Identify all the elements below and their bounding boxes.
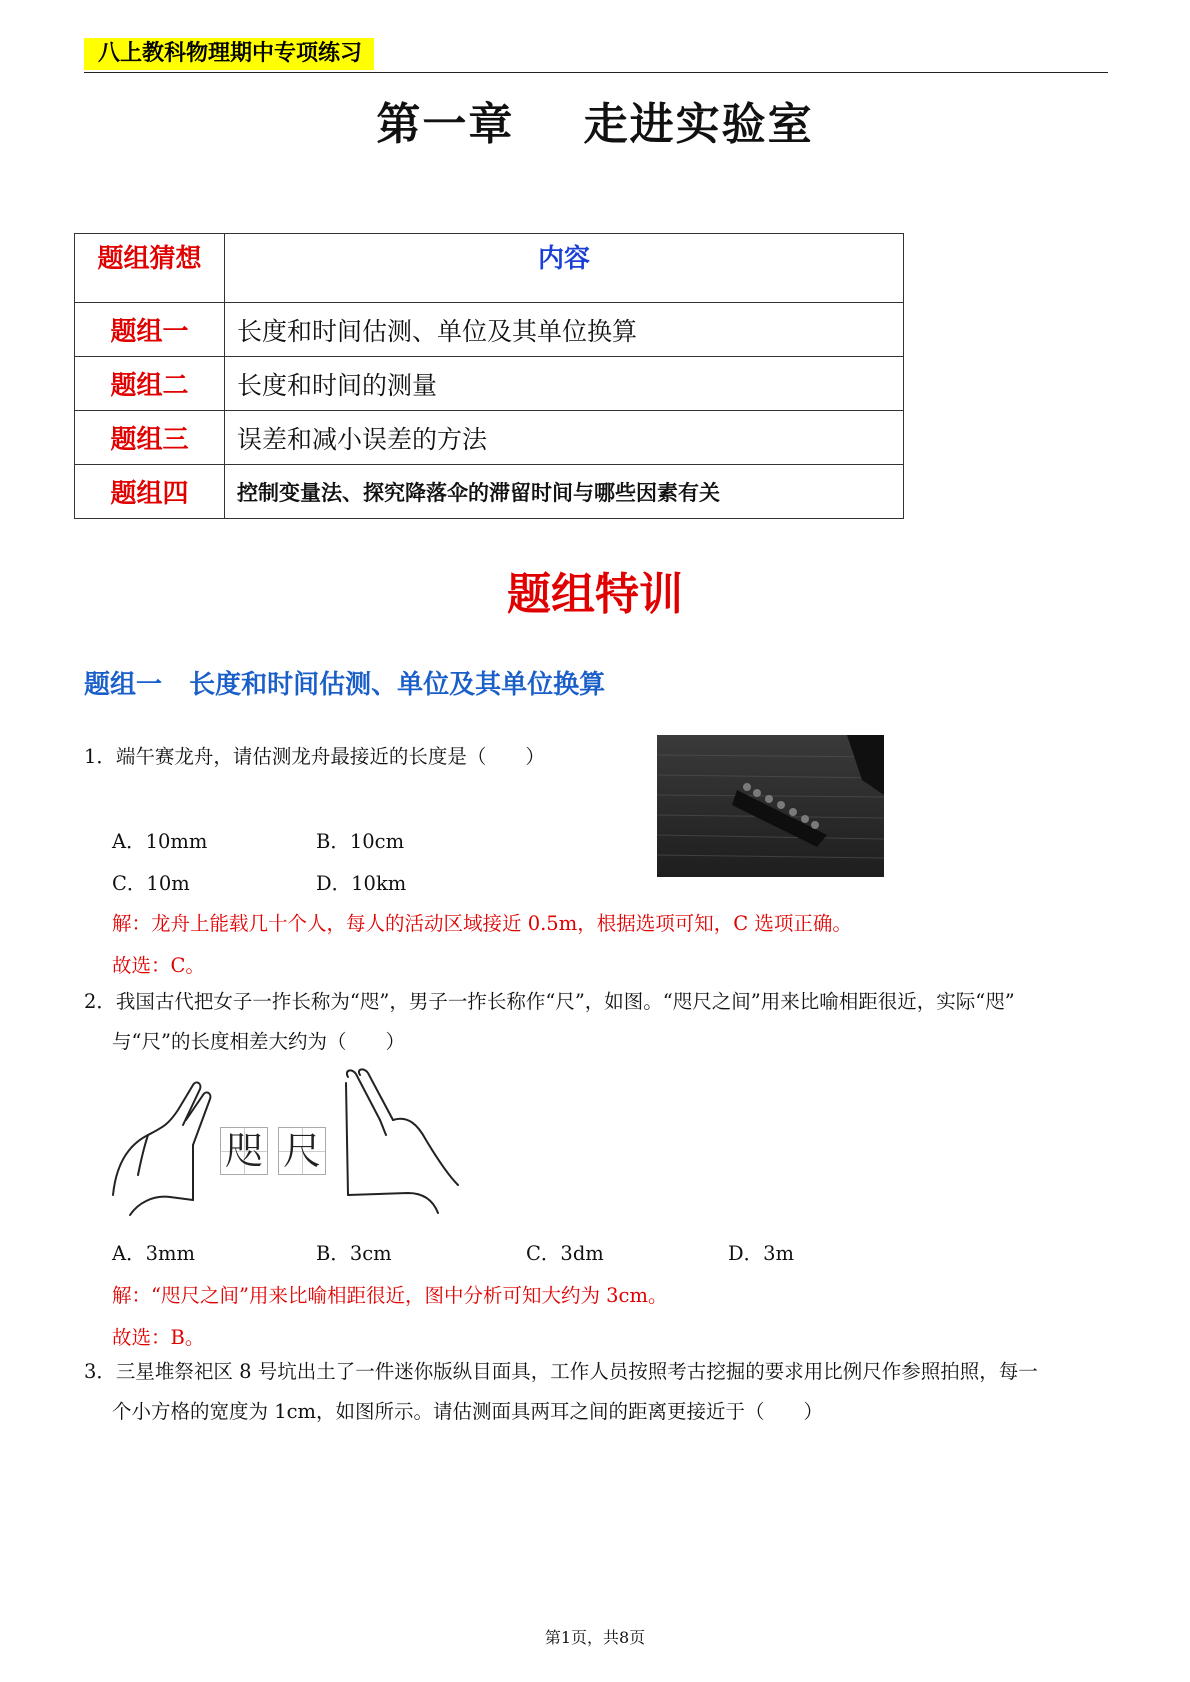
toc-head-left: 题组猜想 [75, 234, 225, 303]
header-rule [84, 72, 1108, 73]
hands-figure [108, 1065, 478, 1225]
solution-1: 解：龙舟上能载几十个人，每人的活动区域接近 0.5m，根据选项可知，C 选项正确。 [112, 912, 852, 935]
toc-head-right: 内容 [225, 234, 904, 303]
question-2-stem-line2: 与“尺”的长度相差大约为（ ） [112, 1030, 405, 1053]
toc-content-cell: 控制变量法、探究降落伞的滞留时间与哪些因素有关 [225, 465, 904, 519]
question-2-stem-line1: 2．我国古代把女子一拃长称为“咫”，男子一拃长称作“尺”，如图。“咫尺之间”用来比喻相距很近，实际“咫” [84, 990, 1015, 1013]
char-box-zhi: 咫 [220, 1127, 268, 1175]
dragon-boat-photo [657, 735, 884, 877]
char-box-chi: 尺 [278, 1127, 326, 1175]
toc-group-cell: 题组四 [75, 465, 225, 519]
question-3-stem-line2: 个小方格的宽度为 1cm，如图所示。请估测面具两耳之间的距离更接近于（ ） [112, 1400, 824, 1423]
section-title: 题组特训 [507, 569, 683, 620]
group-title: 题组一 长度和时间估测、单位及其单位换算 [84, 670, 606, 700]
answer-1: 故选：C。 [112, 954, 205, 977]
table-row [75, 303, 904, 357]
toc-content-cell: 长度和时间的测量 [225, 357, 904, 411]
solution-2: 解：“咫尺之间”用来比喻相距很近，图中分析可知大约为 3cm。 [112, 1284, 668, 1307]
table-row [75, 465, 904, 519]
toc-group-cell: 题组三 [75, 411, 225, 465]
option-c: C．10m [112, 872, 190, 895]
option-a: A．10mm [112, 830, 208, 853]
toc-content-cell: 长度和时间估测、单位及其单位换算 [225, 303, 904, 357]
option-a: A．3mm [112, 1242, 195, 1265]
toc-content-cell: 误差和减小误差的方法 [225, 411, 904, 465]
chapter-title: 第一章 走进实验室 [376, 99, 814, 150]
option-b: B．10cm [316, 830, 405, 853]
table-row [75, 411, 904, 465]
option-c: C．3dm [526, 1242, 604, 1265]
option-b: B．3cm [316, 1242, 392, 1265]
option-d: D．3m [728, 1242, 795, 1265]
toc-header-row [75, 234, 904, 303]
question-1-stem: 1．端午赛龙舟，请估测龙舟最接近的长度是（ ） [84, 745, 545, 768]
question-3-stem-line1: 3．三星堆祭祀区 8 号坑出土了一件迷你版纵目面具，工作人员按照考古挖掘的要求用比例尺作参照拍照，每一 [84, 1360, 1038, 1383]
option-d: D．10km [316, 872, 407, 895]
toc-group-cell: 题组一 [75, 303, 225, 357]
page-footer: 第1页，共8页 [544, 1628, 646, 1647]
toc-group-cell: 题组二 [75, 357, 225, 411]
header-tag: 八上教科物理期中专项练习 [84, 38, 374, 70]
toc-table [74, 233, 904, 519]
table-row [75, 357, 904, 411]
answer-2: 故选：B。 [112, 1326, 205, 1349]
dragon-boat-image [657, 735, 884, 877]
